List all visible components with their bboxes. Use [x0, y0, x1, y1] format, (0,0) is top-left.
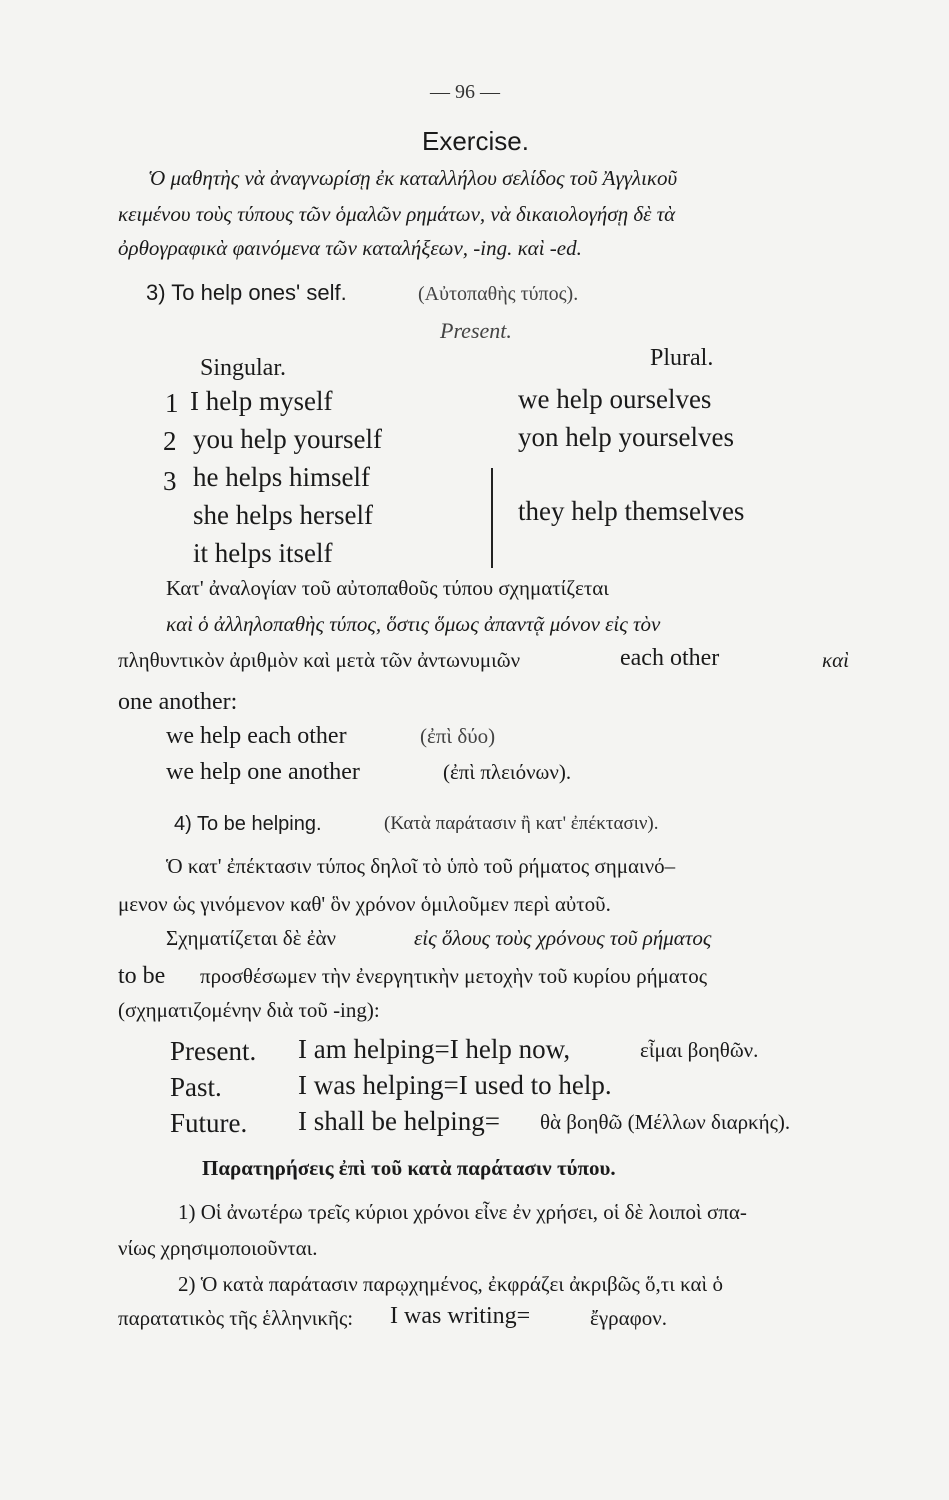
section-4-line-3b: εἰς ὅλους τοὺς χρόνους τοῦ ρήματος	[414, 926, 712, 950]
observation-2-line-2c: ἔγραφον.	[590, 1306, 667, 1330]
tense-present-row-text: I am helping=I help now,	[298, 1034, 571, 1064]
row-1-num: 1	[165, 388, 179, 418]
reciprocal-line-3a: πληθυντικὸν ἀριθμὸν καὶ μετὰ τῶν ἀντωνυμιῶν	[118, 648, 521, 672]
reciprocal-line-1: Κατ' ἀναλογίαν τοῦ αὐτοπαθοῦς τύπου σχηματίζεται	[166, 576, 609, 600]
tense-present-row-greek: εἶμαι βοηθῶν.	[640, 1038, 759, 1062]
row-5-singular: it helps itself	[193, 538, 333, 568]
tense-future-row-text: I shall be helping=	[298, 1106, 500, 1136]
reciprocal-line-4: one another:	[118, 689, 238, 715]
section-3-heading: 3) To help ones' self.	[146, 280, 347, 305]
reciprocal-line-3c: καὶ	[822, 648, 849, 672]
section-4-greek: (Κατὰ παράτασιν ἢ κατ' ἐπέκτασιν).	[384, 813, 659, 834]
row-4-plural: they help themselves	[518, 496, 745, 526]
row-1-singular: I help myself	[190, 386, 333, 416]
tense-future-row-greek: θὰ βοηθῶ (Μέλλων διαρκής).	[540, 1110, 791, 1134]
reciprocal-line-3b: each other	[620, 645, 720, 671]
section-4-line-4b: προσθέσωμεν τὴν ἐνεργητικὴν μετοχὴν τοῦ κυρίου ρήματος	[200, 964, 708, 988]
intro-line-1: Ὁ μαθητὴς νὰ ἀναγνωρίσῃ ἐκ καταλλήλου σελίδος τοῦ Ἀγγλικοῦ	[148, 166, 678, 190]
example-each-other: we help each other	[166, 723, 347, 749]
tense-future-row-label: Future.	[170, 1108, 248, 1138]
section-4-line-1: Ὁ κατ' ἐπέκτασιν τύπος δηλοῖ τὸ ὑπὸ τοῦ ρήματος σημαινό–	[166, 854, 676, 878]
tense-past-row-text: I was helping=I used to help.	[298, 1070, 612, 1100]
example-one-another: we help one another	[166, 759, 360, 785]
intro-line-2: κειμένου τοὺς τύπους τῶν ὁμαλῶν ρημάτων, νὰ δικαιολογήσῃ δὲ τὰ	[118, 202, 676, 226]
observation-2-line-2b: I was writing=	[390, 1303, 531, 1329]
section-4-heading: 4) To be helping.	[174, 813, 322, 835]
plural-header: Plural.	[650, 345, 714, 371]
row-2-plural: yon help yourselves	[518, 422, 734, 452]
row-3-singular: he helps himself	[193, 462, 370, 492]
observation-2-line-2a: παρατατικὸς τῆς ἑλληνικῆς:	[118, 1306, 354, 1330]
section-4-line-3a: Σχηματίζεται δὲ ἐὰν	[166, 926, 337, 950]
observation-2-line-1: 2) Ὁ κατὰ παράτασιν παρῳχημένος, ἐκφράζει ἀκριβῶς ὅ,τι καὶ ὁ	[178, 1272, 723, 1296]
tense-present-row-label: Present.	[170, 1036, 257, 1066]
grouping-brace	[491, 468, 493, 568]
exercise-title: Exercise.	[422, 126, 529, 156]
section-4-line-2: μενον ὡς γινόμενον καθ' ὃν χρόνον ὁμιλοῦμεν περὶ αὐτοῦ.	[118, 892, 611, 916]
row-2-singular: you help yourself	[193, 424, 382, 454]
section-3-greek: (Αὐτοπαθὴς τύπος).	[418, 283, 579, 305]
observation-1-line-2: νίως χρησιμοποιοῦνται.	[118, 1236, 318, 1260]
example-one-another-greek: (ἐπὶ πλειόνων).	[443, 760, 572, 784]
intro-line-3: ὀρθογραφικὰ φαινόμενα τῶν καταλήξεων, -ing. καὶ -ed.	[118, 236, 582, 260]
example-each-other-greek: (ἐπὶ δύο)	[420, 724, 496, 748]
row-4-singular: she helps herself	[193, 500, 373, 530]
row-1-plural: we help ourselves	[518, 384, 712, 414]
row-2-num: 2	[163, 426, 177, 456]
observations-heading: Παρατηρήσεις ἐπὶ τοῦ κατὰ παράτασιν τύπου.	[202, 1156, 616, 1180]
page-number: — 96 —	[430, 81, 500, 103]
observation-1-line-1: 1) Οἱ ἀνωτέρω τρεῖς κύριοι χρόνοι εἶνε ἐν χρήσει, οἱ δὲ λοιποὶ σπα-	[178, 1200, 747, 1224]
reciprocal-line-2: καὶ ὁ ἀλληλοπαθὴς τύπος, ὅστις ὅμως ἀπαντᾷ μόνον εἰς τὸν	[166, 612, 661, 636]
singular-header: Singular.	[200, 355, 287, 381]
section-4-line-5: (σχηματιζομένην διὰ τοῦ -ing):	[118, 998, 380, 1022]
row-3-num: 3	[163, 466, 177, 496]
section-4-line-4a: to be	[118, 963, 166, 989]
tense-past-row-label: Past.	[170, 1072, 222, 1102]
tense-present-label: Present.	[440, 318, 512, 343]
